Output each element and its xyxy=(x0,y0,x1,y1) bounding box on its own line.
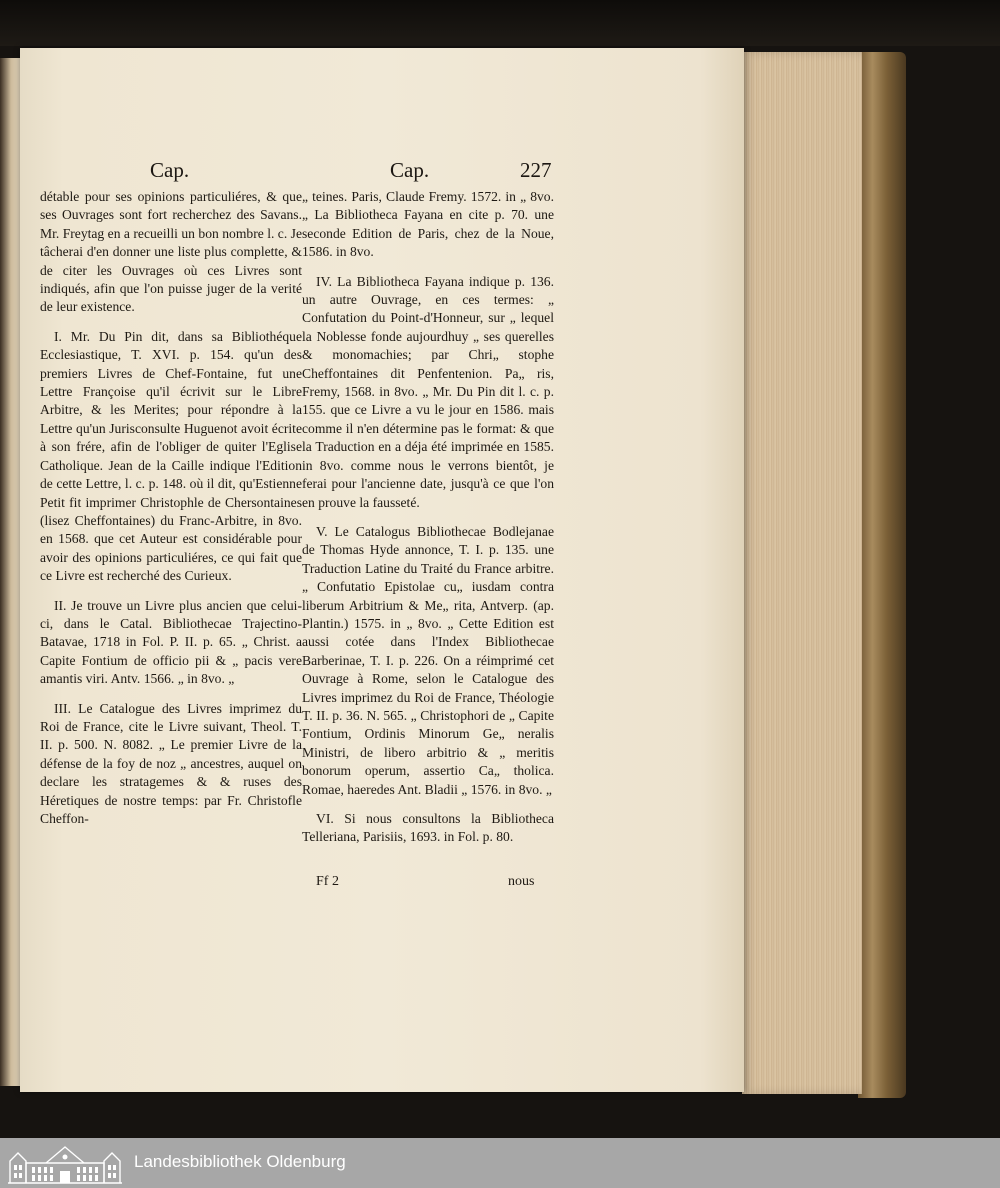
paragraph: III. Le Catalogue des Livres imprimez du Roi de France, cite le Livre suivant, Theol. T. II. p. 500. N. 8082. „ Le premier Livre de la défense de la foy de noz „ ancestres, auquel on declare les stratagemes & & ruses des Héretiques de nostre temps: par Fr. Christofle Cheffon- xyxy=(40,700,302,826)
paragraph: VI. Si nous consultons la Bibliotheca Telleriana, Parisiis, 1693. in Fol. p. 80. xyxy=(302,811,554,845)
paragraph: I. Mr. Du Pin dit, dans sa Bibliothéque Ecclesiastique, T. XVI. p. 154. qu'un des premiers Livres de Chef-Fontaine, fut une Lettre Françoise qu'il écrivit sur le Libre Arbitre, & les Merites; pour répondre à la Lettre qu'un Jurisconsulte Huguenot avoit écrite à son frére, afin de l'obliger de quiter l'Eglise Catholique. Jean de la Caille indique l'Edition de cette Lettre, l. c. p. 148. où il dit, qu'Estienne Petit fit imprimer Christophle de Chersontaines (lisez Cheffontaines) du Franc-Arbitre, in 8vo. en 1568. que cet Auteur est considérable pour avoir des opinions particuliéres, ce qui fait que ce Livre est recherché des Curieux. xyxy=(40,328,302,584)
library-name: Landesbibliothek Oldenburg xyxy=(134,1152,346,1171)
catchword: nous xyxy=(508,874,535,889)
left-page-edge xyxy=(0,58,22,1086)
header-center: Cap. xyxy=(390,158,430,182)
book-cover-edge xyxy=(858,52,906,1098)
header-left: Cap. xyxy=(150,158,190,182)
left-column xyxy=(40,188,302,839)
library-building-logo xyxy=(6,1141,124,1185)
paragraph: IV. La Bibliotheca Fayana indique p. 136. un autre Ouvrage, en ces termes: „ Confutation du Point-d'Honneur, sur „ lequel la Noblesse fonde aujourdhuy „ ses querelles & monomachies; par Chri„ stophe Cheffontaines dit Penfentenion. Pa„ ris, Fremy, 1568. in 8vo. „ Mr. Du Pin dit l. c. p. 155. que ce Livre a vu le jour en 1586. mais comme il n'en détermine pas le format: & que la Traduction en a déja été imprimée en 1585. in 8vo. comme nous le verrons bientôt, je ferai pour l'ancienne date, jusqu'à ce que l'on en prouve la fausseté. xyxy=(302,273,554,510)
background-shadow xyxy=(0,0,1000,46)
page-number: 227 xyxy=(520,158,552,182)
right-column xyxy=(302,188,554,858)
book-page xyxy=(20,48,744,1092)
footer-bar xyxy=(0,1138,1000,1188)
paragraph: V. Le Catalogus Bibliothecae Bodlejanae de Thomas Hyde annonce, T. I. p. 135. une Traduction Latine du Traité du France arbitre. „ Confutatio Epistolae cu„ iusdam contra liberum Arbitrium & Me„ rita, Antverp. (ap. Plantin.) 1575. in „ 8vo. „ Cette Edition est aussi cotée dans l'Index Bibliothecae Barberinae, T. I. p. 226. On a réimprimé cet Ouvrage à Rome, selon le Catalogue des Livres imprimez du Roi de France, Théologie T. II. p. 36. N. 565. „ Christophori de „ Capite Fontium, Ordinis Minorum Ge„ neralis Ministri, de libero arbitrio & „ meritis bonorum operum, assertio Ca„ tholica. Romae, haeredes Ant. Bladii „ 1576. in 8vo. „ xyxy=(302,523,554,797)
signature-mark: Ff 2 xyxy=(316,874,339,889)
paragraph: II. Je trouve un Livre plus ancien que celui-ci, dans le Catal. Bibliothecae Trajectino-Batavae, 1718 in Fol. P. II. p. 65. „ Christ. a Capite Fontium de officio pii & „ pacis vere amantis viri. Antv. 1566. „ in 8vo. „ xyxy=(40,597,302,687)
page-edges xyxy=(742,52,862,1094)
paragraph: détable pour ses opinions particuliéres, & que ses Ouvrages sont fort recherchez des Savans. Mr. Freytag en a recueilli un bon nombre l. c. Je tâcherai d'en donner une liste plus complette, & de citer les Ouvrages où ces Livres sont indiqués, afin que l'on puisse juger de la verité de leur existence. xyxy=(40,189,302,315)
paragraph: „ teines. Paris, Claude Fremy. 1572. in „ 8vo. „ La Bibliotheca Fayana en cite p. 70. une seconde Edition de Paris, chez de la Noue, 1586. in 8vo. xyxy=(302,189,554,260)
